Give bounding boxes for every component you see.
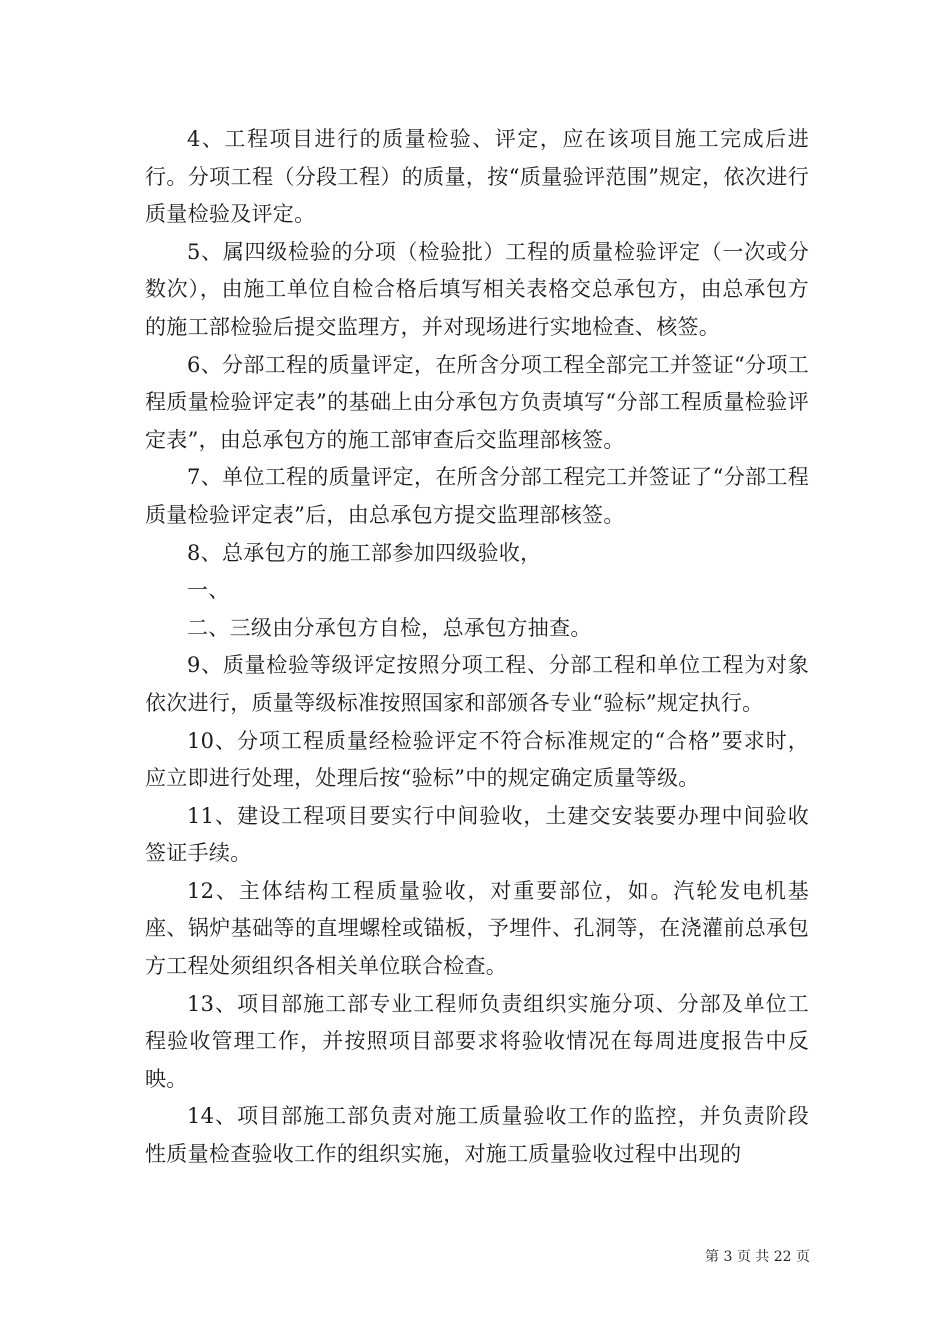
paragraph-11: 11、建设工程项目要实行中间验收，土建交安装要办理中间验收签证手续。 <box>145 803 809 866</box>
paragraph-13: 13、项目部施工部专业工程师负责组织实施分项、分部及单位工程验收管理工作，并按照项目部要求将验收情况在每周进度报告中反映。 <box>145 991 809 1091</box>
paragraph-item-1: 一、 <box>187 578 230 603</box>
paragraph-6: 6、分部工程的质量评定，在所含分项工程全部完工并签证“分项工程质量检验评定表”的基础上由分承包方负责填写“分部工程质量检验评定表”，由总承包方的施工部审查后交监理部核签。 <box>145 352 809 452</box>
paragraph-9: 9、质量检验等级评定按照分项工程、分部工程和单位工程为对象依次进行，质量等级标准按照国家和部颁各专业“验标”规定执行。 <box>145 653 809 715</box>
paragraph-5: 5、属四级检验的分项（检验批）工程的质量检验评定（一次或分数次），由施工单位自检合格后填写相关表格交总承包方，由总承包方的施工部检验后提交监理方，并对现场进行实地检查、核签。 <box>145 239 809 339</box>
paragraph-14: 14、项目部施工部负责对施工质量验收工作的监控，并负责阶段性质量检查验收工作的组织实施，对施工质量验收过程中出现的 <box>145 1104 809 1167</box>
page-number-footer: 第 3 页 共 22 页 <box>705 1249 810 1265</box>
paragraph-8: 8、总承包方的施工部参加四级验收， <box>187 540 542 565</box>
paragraph-item-2: 二、三级由分承包方自检，总承包方抽查。 <box>187 615 592 640</box>
paragraph-7: 7、单位工程的质量评定，在所含分部工程完工并签证了“分部工程质量检验评定表”后，由总承包方提交监理部核签。 <box>145 465 809 527</box>
paragraph-4: 4、工程项目进行的质量检验、评定，应在该项目施工完成后进行。分项工程（分段工程）的质量，按“质量验评范围”规定，依次进行质量检验及评定。 <box>145 127 809 227</box>
document-body <box>145 121 809 1174</box>
paragraph-12: 12、主体结构工程质量验收，对重要部位，如。汽轮发电机基座、锅炉基础等的直埋螺栓或锚板，予埋件、孔洞等，在浇灌前总承包方工程处须组织各相关单位联合检查。 <box>145 878 809 979</box>
paragraph-10: 10、分项工程质量经检验评定不符合标准规定的“合格”要求时，应立即进行处理，处理后按“验标”中的规定确定质量等级。 <box>145 728 809 791</box>
